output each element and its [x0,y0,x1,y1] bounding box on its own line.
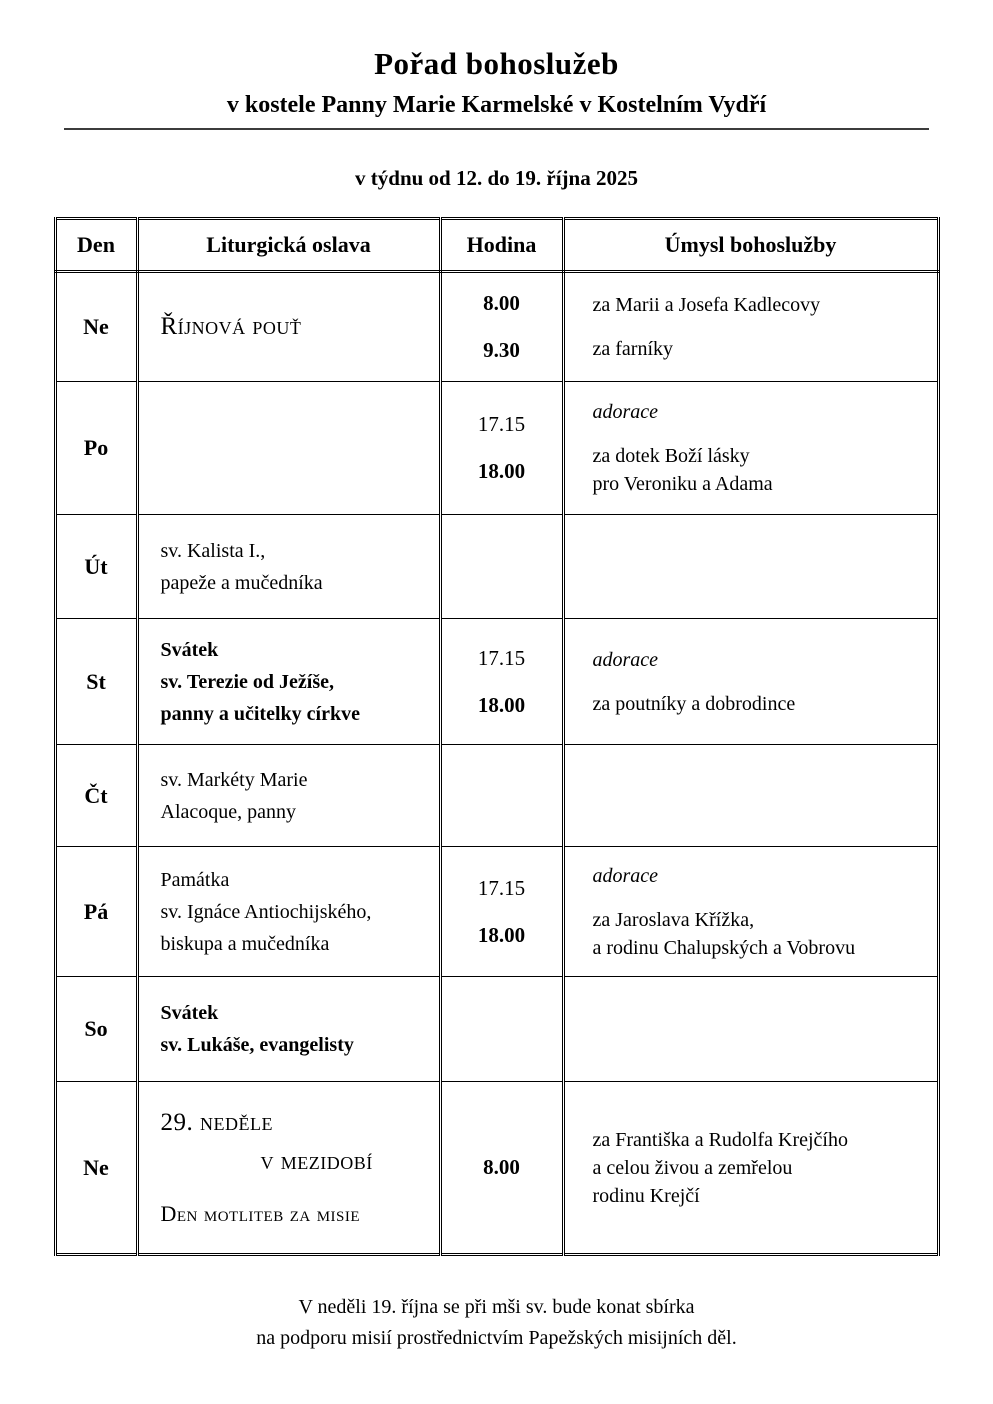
celebration-line: Říjnová pouť [160,312,302,340]
celebration-line: 29. neděle [160,1109,273,1137]
day-cell: Po [55,382,137,515]
time-value: 18.00 [477,459,526,483]
intention-line: adorace [592,648,659,671]
celebration-cell [137,515,440,619]
footer-note [0,1292,993,1354]
intention-cell [563,382,938,515]
intention-cell [563,272,938,382]
day-cell: Út [55,515,137,619]
time-value: 17.15 [477,412,526,436]
schedule-row-6 [55,977,938,1082]
footer-line-1: V neděli 19. října se při mši sv. bude konat sbírka [298,1296,695,1318]
schedule-row-7 [55,1082,938,1255]
time-value: 17.15 [477,645,526,670]
page-subtitle: v kostele Panny Marie Karmelské v Kostelním Vydří [226,92,767,118]
celebration-cell [137,977,440,1082]
schedule-row-4 [55,745,938,847]
time-cell [440,515,563,619]
column-header-den: Den [55,219,137,272]
schedule-row-3 [55,619,938,745]
title-divider [64,128,929,130]
celebration-cell [137,272,440,382]
day-cell: Ne [55,1082,137,1255]
time-cell [440,745,563,847]
footer-line-2: na podporu misií prostřednictvím Papežských misijních děl. [256,1327,737,1349]
celebration-line: Svátek [160,638,219,661]
time-cell [440,382,563,515]
column-header-liturgicka-oslava: Liturgická oslava [137,219,440,272]
celebration-line: Alacoque, panny [160,800,297,823]
intention-cell [563,515,938,619]
day-cell: Ne [55,272,137,382]
celebration-line: sv. Lukáše, evangelisty [160,1034,354,1056]
celebration-line: biskupa a mučedníka [160,932,330,955]
column-header-umysl-bohosluzby: Úmysl bohoslužby [563,219,938,272]
intention-block [593,1126,927,1210]
time-cell [440,847,563,977]
celebration-line: v mezidobí [260,1147,373,1175]
time-value: 18.00 [477,692,526,717]
intention-block [593,862,927,890]
intention-block [593,906,927,962]
intention-cell [563,619,938,745]
intention-line: rodinu Krejčí [592,1184,700,1207]
celebration-cell [137,382,440,515]
celebration-cell [137,847,440,977]
intention-line: za poutníky a dobrodince [592,692,796,715]
celebration-line: Památka [160,868,230,891]
intention-cell [563,977,938,1082]
week-range: v týdnu od 12. do 19. října 2025 [355,166,638,190]
schedule-table-header [55,219,938,272]
intention-line: adorace [592,401,659,423]
header-row [55,219,938,272]
column-header-hodina: Hodina [440,219,563,272]
intention-block [593,646,927,674]
intention-block [593,398,927,426]
schedule-table-body [55,272,938,1255]
intention-block [593,442,927,498]
intention-line: adorace [592,864,659,887]
schedule-row-0 [55,272,938,382]
celebration-line: Den motliteb za misie [160,1200,361,1226]
time-cell [440,272,563,382]
intention-line: a celou živou a zemřelou [592,1156,793,1179]
intention-line: za Jaroslava Křížka, [592,908,755,931]
celebration-cell [137,619,440,745]
celebration-line: papeže a mučedníka [160,571,323,594]
schedule-table [54,217,940,1256]
intention-line: za farníky [592,338,674,360]
intention-block [593,335,927,363]
celebration-cell [137,745,440,847]
schedule-row-2 [55,515,938,619]
intention-line: za Marii a Josefa Kadlecovy [592,294,821,316]
page-title: Pořad bohoslužeb [374,46,619,81]
time-cell [440,1082,563,1255]
time-value: 18.00 [477,922,526,947]
celebration-line: Svátek [160,1002,219,1024]
time-value: 8.00 [483,1155,520,1179]
celebration-line: sv. Kalista I., [160,539,266,562]
time-cell [440,619,563,745]
celebration-line: panny a učitelky církve [160,702,360,725]
day-cell: St [55,619,137,745]
day-cell: Pá [55,847,137,977]
time-value: 17.15 [477,875,526,900]
day-cell: So [55,977,137,1082]
intention-cell [563,1082,938,1255]
schedule-row-5 [55,847,938,977]
intention-line: za Františka a Rudolfa Krejčího [592,1128,848,1151]
time-cell [440,977,563,1082]
intention-block [593,291,927,319]
celebration-line: sv. Markéty Marie [160,768,308,791]
celebration-line: sv. Ignáce Antiochijského, [160,900,372,923]
schedule-row-1 [55,382,938,515]
time-value: 8.00 [483,291,520,315]
intention-line: za dotek Boží lásky [592,445,750,467]
intention-block [593,690,927,718]
intention-cell [563,745,938,847]
intention-line: pro Veroniku a Adama [592,473,773,495]
celebration-line: sv. Terezie od Ježíše, [160,670,334,693]
intention-cell [563,847,938,977]
intention-line: a rodinu Chalupských a Vobrovu [592,936,856,959]
celebration-cell [137,1082,440,1255]
time-value: 9.30 [483,338,520,362]
day-cell: Čt [55,745,137,847]
